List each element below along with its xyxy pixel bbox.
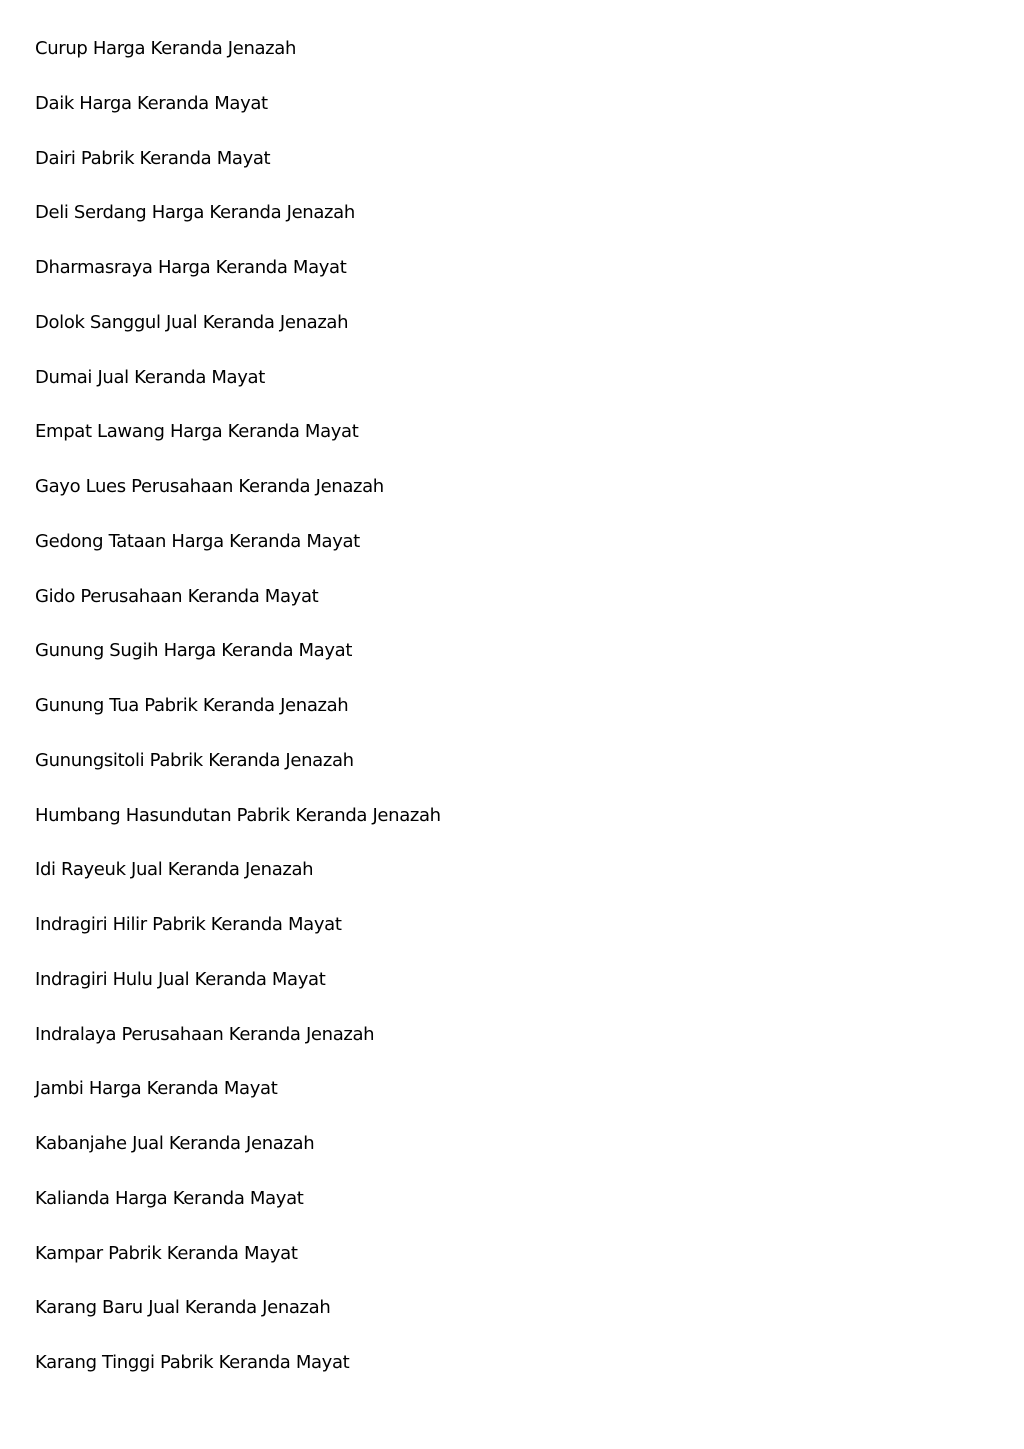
list-item: [35, 967, 441, 1022]
list-item: [35, 310, 441, 365]
location-link[interactable]: Gayo Lues Perusahaan Keranda Jenazah: [35, 476, 384, 497]
location-link[interactable]: Indragiri Hulu Jual Keranda Mayat: [35, 968, 326, 990]
location-link[interactable]: Idi Rayeuk Jual Keranda Jenazah: [35, 859, 314, 881]
list-item: [35, 91, 441, 146]
location-link[interactable]: Daik Harga Keranda Mayat: [35, 92, 268, 114]
list-item: [35, 584, 441, 639]
list-item: [35, 419, 441, 474]
location-link[interactable]: Deli Serdang Harga Keranda Jenazah: [35, 202, 355, 224]
location-link[interactable]: Dolok Sanggul Jual Keranda Jenazah: [35, 311, 349, 333]
list-item: [35, 200, 441, 255]
location-link[interactable]: Gido Perusahaan Keranda Mayat: [35, 585, 319, 607]
location-link[interactable]: Curup Harga Keranda Jenazah: [35, 38, 297, 59]
list-item: [35, 1022, 441, 1077]
list-item: [35, 1076, 441, 1131]
list-item: [35, 638, 441, 693]
list-item: [35, 146, 441, 201]
location-link[interactable]: Gunung Sugih Harga Keranda Mayat: [35, 640, 353, 662]
list-item: [35, 693, 441, 748]
list-item: [35, 365, 441, 420]
list-item: [35, 36, 441, 91]
list-item: [35, 1295, 441, 1350]
list-item: [35, 803, 441, 858]
list-item: [35, 474, 441, 529]
location-link[interactable]: Karang Tinggi Pabrik Keranda Mayat: [35, 1352, 350, 1373]
list-item: [35, 748, 441, 803]
list-item: [35, 1350, 441, 1405]
location-link[interactable]: Humbang Hasundutan Pabrik Keranda Jenazah: [35, 804, 441, 826]
location-link[interactable]: Gedong Tataan Harga Keranda Mayat: [35, 530, 360, 552]
list-item: [35, 1186, 441, 1241]
list-item: [35, 1131, 441, 1186]
location-link[interactable]: Dharmasraya Harga Keranda Mayat: [35, 257, 347, 278]
location-link[interactable]: Kampar Pabrik Keranda Mayat: [35, 1242, 298, 1264]
location-link-list: [35, 36, 441, 1405]
location-link[interactable]: Dumai Jual Keranda Mayat: [35, 366, 265, 388]
location-link[interactable]: Gunung Tua Pabrik Keranda Jenazah: [35, 695, 349, 716]
list-item: [35, 255, 441, 310]
location-link[interactable]: Dairi Pabrik Keranda Mayat: [35, 147, 271, 169]
location-link[interactable]: Indralaya Perusahaan Keranda Jenazah: [35, 1023, 375, 1045]
list-item: [35, 857, 441, 912]
location-link[interactable]: Kalianda Harga Keranda Mayat: [35, 1187, 304, 1209]
location-link[interactable]: Kabanjahe Jual Keranda Jenazah: [35, 1133, 315, 1154]
location-link[interactable]: Karang Baru Jual Keranda Jenazah: [35, 1297, 331, 1319]
location-link[interactable]: Jambi Harga Keranda Mayat: [35, 1078, 278, 1100]
list-item: [35, 1241, 441, 1296]
list-item: [35, 912, 441, 967]
location-link[interactable]: Gunungsitoli Pabrik Keranda Jenazah: [35, 749, 354, 771]
location-link[interactable]: Indragiri Hilir Pabrik Keranda Mayat: [35, 914, 342, 935]
location-link[interactable]: Empat Lawang Harga Keranda Mayat: [35, 421, 359, 443]
list-item: [35, 529, 441, 584]
